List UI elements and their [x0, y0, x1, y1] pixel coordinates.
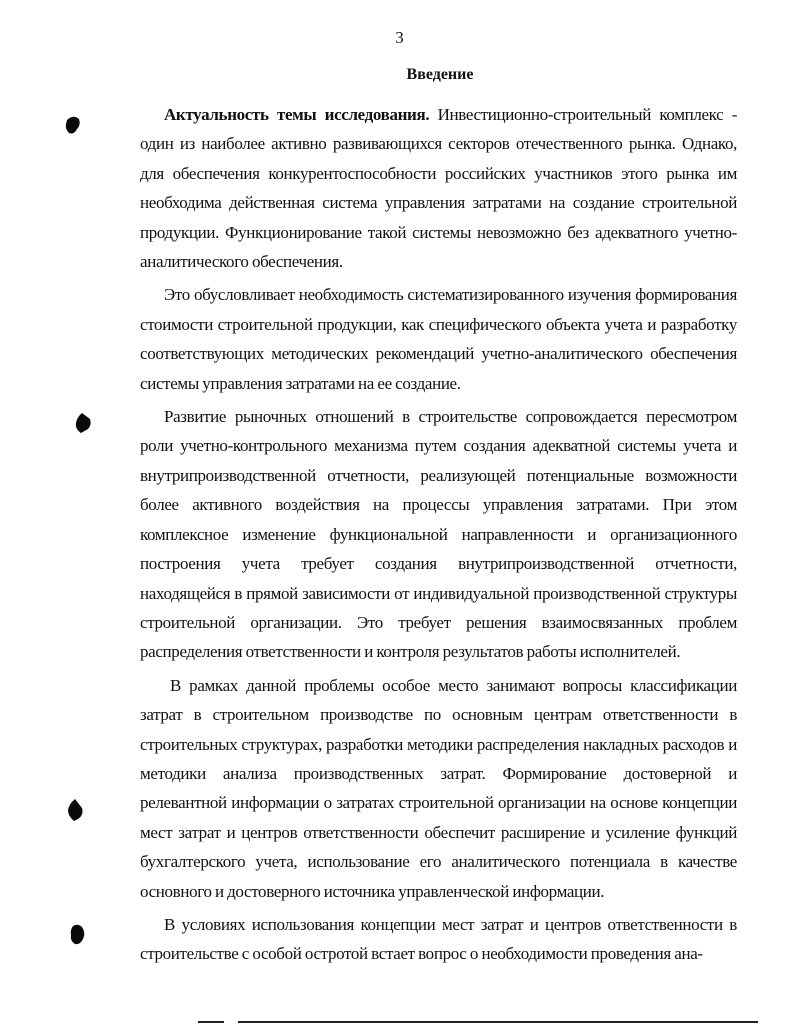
paragraph-1-text: Инвестиционно-строительный комплекс - один из наиболее активно развивающихся секторов отечественного рынка. Однако, для обеспечения конкурентоспособности российских участников этого рынка им необходима действенная система управления затратами на создание строительной продукции. Функционирование такой системы невозможно без адекватного учетно-аналитического обеспечения.	[140, 105, 738, 272]
punch-hole-mark-4	[68, 923, 84, 943]
paragraph-4: В рамках данной проблемы особое место занимают вопросы классификации затрат в строительном производстве по основным центрам ответственности в строительных структурах, разработки методики распределения накладных расходов и методики анализа производственных затрат. Формирование достоверной и релевантной информации о затратах строительной организации на основе концепции мест затрат и центров ответственности обеспечит расширение и усиление функций бухгалтерского учета, использование его аналитического потенциала в качестве основного и достоверного источника управленческой информации.	[140, 675, 737, 901]
punch-hole-mark-1	[64, 114, 80, 134]
paragraph-1	[140, 100, 737, 276]
punch-hole-mark-3	[66, 798, 82, 818]
paragraph-1-lead: Актуальность темы исследования.	[164, 105, 430, 124]
page-number: 3	[395, 28, 404, 47]
paragraph-3: Развитие рыночных отношений в строительстве сопровождается пересмотром роли учетно-контрольного механизма путем создания адекватной системы учета и внутрипроизводственной отчетности, реализующей потенциальные возможности более активного воздействия на процессы управления затратами. При этом комплексное изменение функциональной направленности и организационного построения учета требует создания внутрипроизводственной отчетности, находящейся в прямой зависимости от индивидуальной производственной структуры строительной организации. Это требует решения взаимосвязанных проблем распределения ответственности и контроля результатов работы исполнителей.	[140, 407, 737, 662]
paragraph-2: Это обусловливает необходимость систематизированного изучения формирования стоимости строительной продукции, как специфического объекта учета и разработку соответствующих методических рекомендаций учетно-аналитического обеспечения системы управления затратами на ее создание.	[140, 285, 737, 393]
section-heading: Введение	[406, 66, 474, 83]
document-body	[140, 100, 737, 969]
footer-rule-long	[238, 1021, 758, 1023]
punch-hole-mark-2	[74, 412, 90, 432]
paragraph-5: В условиях использования концепции мест затрат и центров ответственности в строительстве с особой остротой встает вопрос о необходимости проведения ана-	[140, 914, 737, 964]
footer-rule-short	[198, 1021, 224, 1023]
